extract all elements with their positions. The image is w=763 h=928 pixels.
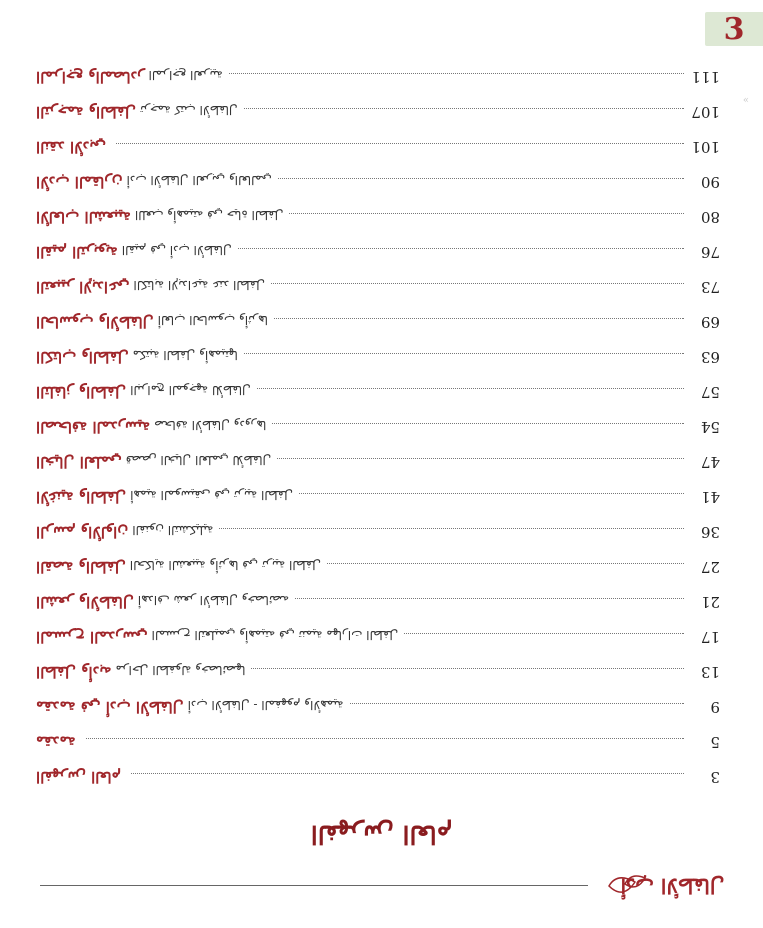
toc-row[interactable]: [36, 523, 720, 558]
toc-title: الحاسوب والأطفال: [36, 313, 154, 331]
toc-subtitle: أهمية الموسيقى في تربية الطفل: [130, 488, 293, 502]
toc-subtitle: القيم في أدب الأطفال: [121, 243, 232, 257]
page-title: الفهرس العام: [310, 820, 453, 849]
toc-row[interactable]: [36, 313, 720, 348]
toc-subtitle: الفنون التشكيلية: [132, 523, 214, 537]
toc-page-number: 73: [700, 278, 720, 296]
toc-row[interactable]: [36, 138, 720, 173]
toc-title: التعبير الإبداعي: [36, 278, 130, 296]
page-number-tab: [705, 12, 763, 46]
toc-row[interactable]: [36, 663, 720, 698]
toc-subtitle: الكتابة الإبداعية عند الطفل: [133, 278, 266, 292]
toc-title: الكتاب والطفل: [36, 348, 129, 366]
toc-leader: [131, 773, 684, 774]
toc-leader: [295, 598, 684, 599]
toc-leader: [327, 563, 684, 564]
toc-page-number: 21: [700, 593, 720, 611]
toc-page-number: 9: [710, 698, 720, 716]
toc-title: الرسم والألوان: [36, 523, 129, 541]
toc-subtitle: قصص الخيال العلمي للأطفال: [125, 453, 272, 467]
toc-subtitle: أهداف شعر الأطفال وخصائصه: [137, 593, 290, 607]
toc-page-number: 54: [700, 418, 720, 436]
toc-leader: [251, 668, 684, 669]
toc-page-number: 90: [700, 173, 720, 191]
toc-row[interactable]: [36, 453, 720, 488]
toc-leader: [350, 703, 684, 704]
table-of-contents: [36, 68, 720, 803]
toc-title: الصحافة المدرسية: [36, 418, 151, 436]
toc-row[interactable]: [36, 208, 720, 243]
toc-title: النقد الأدبي: [36, 138, 107, 156]
toc-subtitle: صحافة الأطفال ودورها: [154, 418, 267, 432]
divider: [40, 885, 588, 886]
toc-subtitle: الحكاية الشعبية وأثرها في تربية الطفل: [129, 558, 322, 572]
toc-row[interactable]: [36, 383, 720, 418]
toc-page-number: 76: [700, 243, 720, 261]
toc-subtitle: ترجمة كتب الأطفال: [139, 103, 238, 117]
toc-leader: [274, 318, 684, 319]
toc-leader: [257, 388, 684, 389]
toc-subtitle: أدب الأطفال - المفهوم والأهمية: [187, 698, 344, 712]
toc-page-number: 27: [700, 558, 720, 576]
toc-page-number: 13: [700, 663, 720, 681]
toc-page-number: 3: [710, 768, 720, 786]
toc-page-number: 5: [710, 733, 720, 751]
toc-subtitle: المسرح التعليمي وأهميته في تنمية مهارات الطفل: [151, 628, 399, 642]
logo-text: أدب الأطفال: [620, 874, 725, 898]
toc-subtitle: أدب الأطفال العربي والعالمي: [126, 173, 272, 187]
toc-leader: [277, 458, 684, 459]
toc-leader: [278, 178, 684, 179]
toc-page-number: 17: [700, 628, 720, 646]
toc-leader: [244, 353, 684, 354]
toc-page-number: 63: [700, 348, 720, 366]
toc-row[interactable]: [36, 348, 720, 383]
toc-page-number: 107: [691, 103, 720, 121]
toc-subtitle: مراحل الطفولة وخصائصها: [115, 663, 246, 677]
toc-leader: [244, 108, 684, 109]
toc-title: الأغنية والطفل: [36, 488, 127, 506]
toc-leader: [219, 528, 684, 529]
toc-row[interactable]: [36, 593, 720, 628]
toc-title: القيم التربوية: [36, 243, 118, 261]
toc-title: مقدمة في أدب الأطفال: [36, 698, 184, 716]
logo-leaf-icon: [600, 860, 745, 912]
toc-page-number: 41: [700, 488, 720, 506]
toc-page-number: 36: [700, 523, 720, 541]
toc-title: الألعاب الشعبية: [36, 208, 131, 226]
toc-title: الأدب المقارن: [36, 173, 123, 191]
toc-row[interactable]: [36, 768, 720, 803]
toc-leader: [289, 213, 684, 214]
toc-title: الخيال العلمي: [36, 453, 122, 471]
toc-leader: [404, 633, 684, 634]
toc-row[interactable]: [36, 418, 720, 453]
toc-leader: [271, 283, 684, 284]
toc-subtitle: البرامج الموجهة للأطفال: [130, 383, 251, 397]
toc-row[interactable]: [36, 698, 720, 733]
toc-leader: [86, 738, 684, 739]
toc-page-number: 47: [700, 453, 720, 471]
toc-row[interactable]: [36, 488, 720, 523]
toc-row[interactable]: [36, 103, 720, 138]
toc-title: القصة والطفل: [36, 558, 126, 576]
toc-title: المسرح المدرسي: [36, 628, 148, 646]
toc-row[interactable]: [36, 733, 720, 768]
toc-leader: [238, 248, 684, 249]
corner-mark-icon: «: [742, 95, 749, 106]
toc-subtitle: اللعب وأهميته في حياة الطفل: [134, 208, 284, 222]
toc-page-number: 80: [700, 208, 720, 226]
toc-title: التلفاز والطفل: [36, 383, 127, 401]
toc-title: مقدمة: [36, 733, 76, 751]
toc-row[interactable]: [36, 278, 720, 313]
toc-page-number: 101: [691, 138, 720, 156]
toc-page-number: 69: [700, 313, 720, 331]
toc-row[interactable]: [36, 68, 720, 103]
toc-title: الترجمة والطفل: [36, 103, 136, 121]
toc-leader: [116, 143, 684, 144]
toc-title: الشعر والأطفال: [36, 593, 134, 611]
toc-leader: [272, 423, 684, 424]
publisher-logo: [600, 860, 745, 912]
toc-leader: [299, 493, 684, 494]
toc-leader: [229, 73, 684, 74]
toc-title: المراجع والمصادر: [36, 68, 145, 86]
toc-subtitle: المراجع العربية: [148, 68, 223, 82]
toc-row[interactable]: [36, 173, 720, 208]
toc-page-number: 111: [691, 68, 720, 86]
toc-row[interactable]: [36, 558, 720, 593]
toc-title: الطفل وأدبه: [36, 663, 112, 681]
toc-page-number: 57: [700, 383, 720, 401]
toc-subtitle: ألعاب الحاسوب وأثرها: [157, 313, 269, 327]
toc-subtitle: مكتبة الطفل وأهميتها: [132, 348, 238, 362]
page-number: 3: [723, 11, 745, 47]
toc-row[interactable]: [36, 628, 720, 663]
toc-title: الفهرس العام: [36, 768, 121, 786]
toc-row[interactable]: [36, 243, 720, 278]
